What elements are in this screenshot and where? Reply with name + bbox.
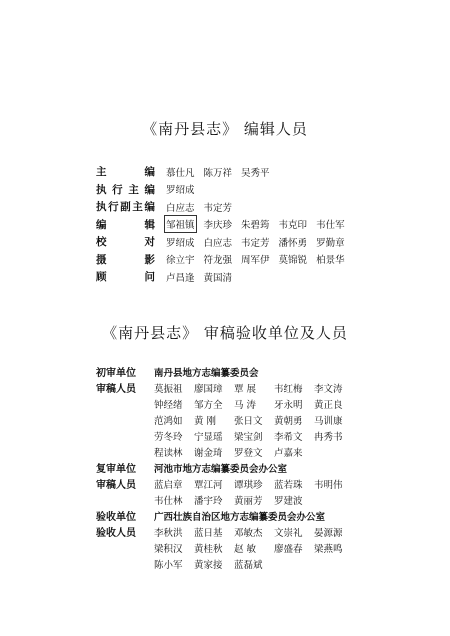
review-unit-row [96, 366, 394, 382]
reviewer-name [354, 478, 394, 494]
reviewer-name: 覃 展 [234, 384, 257, 395]
review-people-row [96, 526, 394, 574]
staff-role: 执 行 副 主 编 [96, 201, 155, 214]
reviewer-name: 廖盛春 [274, 544, 303, 555]
staff-name: 白应志 [166, 202, 195, 214]
review-unit-row [96, 462, 394, 478]
staff-name: 莫锦锐 [278, 255, 308, 267]
reviewer-name: 马训康 [314, 416, 343, 427]
staff-name: 韦仕军 [316, 220, 345, 232]
reviewer-name: 韦明伟 [314, 480, 343, 491]
staff-name: 陈万祥 [203, 167, 233, 179]
staff-name: 韦定芳 [241, 237, 270, 249]
page-title: 《南丹县志》 编辑人员 [142, 120, 308, 138]
staff-role: 顾 问 [96, 271, 155, 284]
reviewer-name: 黄 刚 [194, 416, 217, 427]
review-label: 初审单位 [96, 368, 136, 379]
reviewer-name [354, 414, 394, 430]
reviewer-name: 黄家接 [194, 560, 223, 571]
review-unit: 南丹县地方志编纂委员会 [154, 368, 259, 379]
review-label: 审稿人员 [96, 480, 136, 491]
staff-role: 主 编 [96, 166, 155, 179]
reviewer-name: 梁燕鸣 [314, 544, 343, 555]
reviewer-name: 邓敏杰 [234, 528, 263, 539]
reviewer-name: 程读林 [154, 448, 183, 459]
staff-name: 柏景华 [316, 255, 345, 267]
reviewer-name: 韦仕林 [154, 496, 183, 507]
staff-row [96, 251, 354, 269]
staff-name: 韦克印 [278, 220, 308, 232]
reviewer-name [354, 542, 394, 558]
staff-name: 李庆珍 [203, 220, 233, 232]
reviewer-name: 蓝磊斌 [234, 560, 263, 571]
staff-name: 韦定芳 [203, 202, 233, 214]
reviewer-name: 梁宝剑 [234, 432, 263, 443]
reviewer-name: 韦红梅 [274, 384, 303, 395]
staff-name: 邹祖镇 [166, 217, 195, 231]
staff-row [96, 268, 354, 286]
reviewer-name: 李希文 [274, 432, 303, 443]
reviewer-name: 黄朝勇 [274, 416, 303, 427]
staff-name: 朱碧筠 [241, 220, 270, 232]
reviewer-name: 黄丽芳 [234, 496, 263, 507]
staff-role: 编 辑 [96, 218, 155, 231]
staff-name: 罗勤章 [316, 237, 345, 249]
reviewer-name: 廖国璋 [194, 384, 223, 395]
reviewer-name: 罗登文 [234, 448, 263, 459]
reviewer-name: 蓝日基 [194, 528, 223, 539]
reviewer-name [354, 398, 394, 414]
review-label: 复审单位 [96, 464, 136, 475]
reviewer-name: 李秋洪 [154, 528, 183, 539]
staff-name: 白应志 [203, 237, 233, 249]
reviewer-name: 晏源源 [314, 528, 343, 539]
review-label: 验收单位 [96, 512, 136, 523]
reviewer-name [354, 382, 394, 398]
reviewer-name: 马 涛 [234, 400, 257, 411]
reviewer-name: 谢金琦 [194, 448, 223, 459]
staff-name: 徐立宇 [166, 255, 195, 267]
reviewer-name: 赵 敏 [234, 544, 257, 555]
editorial-staff-list [96, 163, 354, 286]
review-unit: 广西壮族自治区地方志编纂委员会办公室 [154, 512, 326, 523]
staff-name: 周军伊 [241, 255, 270, 267]
reviewer-name: 莫振祖 [154, 384, 183, 395]
review-label: 审稿人员 [96, 384, 136, 395]
staff-name: 黄国清 [203, 272, 233, 284]
staff-role: 校 对 [96, 236, 155, 249]
reviewer-name: 邹方全 [194, 400, 223, 411]
staff-name: 卢昌逢 [166, 272, 195, 284]
reviewer-name: 覃江河 [194, 480, 223, 491]
review-units-list [96, 366, 394, 574]
reviewer-name: 李文涛 [314, 384, 343, 395]
staff-name: 吴秀平 [241, 167, 270, 179]
reviewer-name: 陈小军 [154, 560, 183, 571]
reviewer-name: 牙永明 [274, 400, 303, 411]
review-unit-row [96, 510, 394, 526]
review-unit: 河池市地方志编纂委员会办公室 [154, 464, 288, 475]
reviewer-name: 宁显瑶 [194, 432, 223, 443]
staff-role: 摄 影 [96, 253, 155, 266]
reviewer-name: 劳冬玲 [154, 432, 183, 443]
staff-row [96, 233, 354, 251]
reviewer-name: 冉秀书 [314, 432, 343, 443]
reviewer-name: 范鸿如 [154, 416, 183, 427]
reviewer-name: 张日文 [234, 416, 263, 427]
staff-row [96, 163, 354, 181]
reviewer-name: 蓝若珠 [274, 480, 303, 491]
reviewer-name: 钟经绪 [154, 400, 183, 411]
staff-row [96, 198, 354, 216]
reviewer-name: 罗建波 [274, 496, 303, 507]
reviewer-name [354, 430, 394, 446]
reviewer-name: 黄桂秋 [194, 544, 223, 555]
staff-name: 慕仕凡 [166, 167, 195, 179]
reviewer-name: 文崇礼 [274, 528, 303, 539]
reviewer-name: 潘宇玲 [194, 496, 223, 507]
staff-role: 执 行 主 编 [96, 183, 155, 196]
reviewer-name: 黄正良 [314, 400, 343, 411]
staff-name: 潘怀勇 [278, 237, 308, 249]
reviewer-name [354, 526, 394, 542]
reviewer-name: 梁积汉 [154, 544, 183, 555]
reviewer-name: 蓝启章 [154, 480, 183, 491]
staff-name: 罗绍成 [166, 237, 195, 249]
review-label: 验收人员 [96, 528, 136, 539]
reviewer-name: 卢嘉来 [274, 448, 303, 459]
staff-name: 符龙强 [203, 255, 233, 267]
reviewer-name: 谭琪珍 [234, 480, 263, 491]
staff-row [96, 216, 354, 234]
section-title: 《南丹县志》 审稿验收单位及人员 [102, 324, 348, 342]
review-people-row [96, 478, 394, 510]
staff-name: 罗绍成 [166, 185, 195, 197]
staff-row [96, 181, 354, 199]
review-people-row [96, 382, 394, 462]
